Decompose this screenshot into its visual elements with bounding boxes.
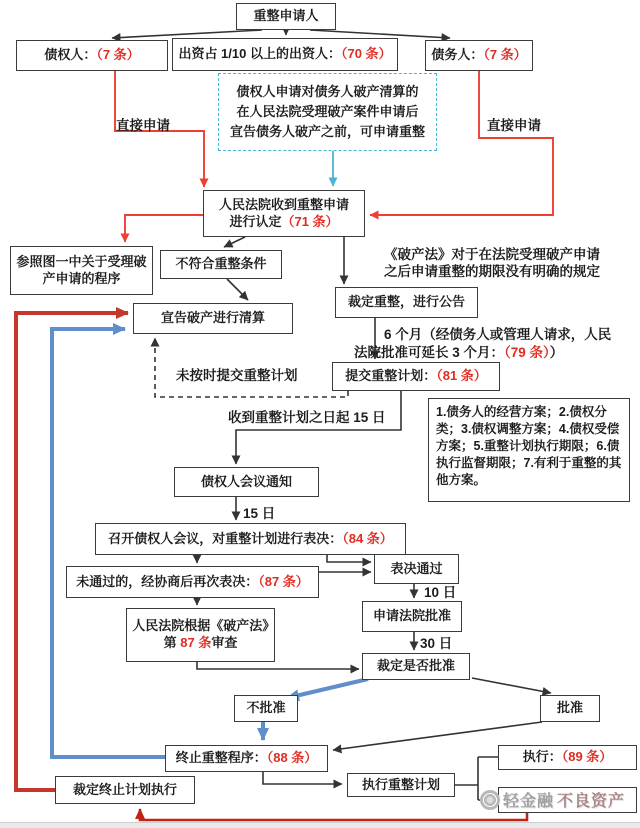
label-30-days: 30 日 [420,636,453,651]
page-bottom-edge [0,822,640,828]
article-ref: （88 条） [266,750,318,766]
node-text: 重整申请人 [253,8,319,24]
node-text: 未通过的，经协商后再次表决：（87 条） [76,573,309,589]
node-text: 执行重整计划 [361,776,440,792]
node-text: 提交重整计划：（81 条） [345,368,487,384]
watermark-logo [480,788,625,811]
label-direct-apply-left: 直接申请 [116,118,170,133]
node-text: 债权人会议通知 [200,473,292,489]
node-not-passed-revote [66,566,319,598]
node-text: 表决通过 [390,560,443,576]
label-within-15-days: 收到重整计划之日起 15 日 [228,410,386,425]
node-text: 不符合重整条件 [175,256,267,272]
node-condition-note [218,73,437,151]
watermark-circle-icon [480,790,500,810]
label-direct-apply-right: 直接申请 [487,118,541,133]
node-submit-plan [332,362,500,391]
node-text: 人民法院根据《破产法》第 87 条审查 [132,618,269,650]
node-debtor [425,40,533,71]
node-declare-bankruptcy [133,303,293,334]
label-15-days: 15 日 [243,506,276,521]
note-line: 6 个月（经债务人或管理人请求，人民 [384,327,612,342]
note-line: 之后申请重整的期限没有明确的规定 [384,264,600,279]
node-court-review [126,608,275,662]
article-ref: （70 条） [340,46,392,62]
node-text: 批准 [556,700,583,716]
node-execute [498,745,637,770]
node-text: 参照图一中关于受理破产申请的程序 [16,253,147,286]
node-refer-figure1 [10,246,153,295]
article-ref: （89 条） [561,749,613,765]
node-text: 宣告破产进行清算 [160,310,265,326]
node-approve [540,695,600,722]
note-line: 《破产法》对于在法院受理破产申请 [384,247,600,262]
label-not-submitted-on-time: 未按时提交重整计划 [176,368,298,383]
node-text: 裁定重整，进行公告 [347,294,465,310]
watermark-brand: 轻金融 [503,793,555,810]
node-vote-pass [374,554,459,584]
node-text: 进行认定（71 条） [229,213,339,229]
node-text: 出资占 1/10 以上的出资人：（70 条） [178,46,392,62]
node-rule-terminate-execution [55,776,195,804]
node-terminate-procedure [165,745,328,772]
article-ref: （79 条） [504,344,550,360]
node-convene-meeting-vote [95,523,406,555]
article-ref: （81 条） [436,368,487,384]
node-text: 裁定是否批准 [376,658,455,674]
node-text: 执行：（89 条） [522,749,613,765]
node-not-meet-conditions [160,250,282,279]
node-contributor [172,38,398,71]
node-text: 裁定终止计划执行 [72,781,177,797]
node-text: 债权人：（7 条） [44,47,140,63]
label-law-note [350,246,634,280]
article-ref: （84 条） [342,530,393,546]
article-ref: （71 条） [281,213,339,229]
node-text: 申请法院批准 [372,608,451,624]
node-rule-reorganization [335,287,478,318]
node-creditor [16,40,168,71]
node-plan-contents [428,398,630,502]
node-execute-plan [347,773,455,797]
node-not-approve [234,695,298,722]
node-text: 债务人：（7 条） [431,47,527,63]
note-line: 法院批准可延长 3 个月：（79 条）） [354,344,564,360]
node-text: 终止重整程序：（88 条） [175,750,318,766]
watermark-brand-2: 不良资产 [557,793,626,810]
note-line: 宣告债务人破产之前，可申请重整 [229,124,425,140]
note-line: 债权人申请对债务人破产清算的 [236,83,419,99]
node-text: 召开债权人会议，对重整计划进行表决：（84 条） [108,530,393,546]
label-10-days: 10 日 [424,585,457,600]
label-six-months [354,326,630,361]
node-applicant [236,3,336,30]
node-text: 人民法院收到重整申请 [218,196,349,212]
article-ref: （7 条） [483,47,527,63]
node-rule-whether-approve [362,653,470,680]
node-apply-court-approval [362,601,462,632]
node-text: 1.债务人的经营方案；2.债权分类；3.债权调整方案；4.债权受偿方案；5.重整计划执行期限；6.债执行监督期限；7.有利于重整的其他方案。 [436,405,622,487]
node-meeting-notice [174,467,319,497]
node-text: 不批准 [246,700,286,716]
article-ref: （87 条） [258,573,309,589]
node-court-receive [203,190,365,237]
note-line: 在人民法院受理破产案件申请后 [236,103,419,119]
article-ref: （7 条） [96,47,140,63]
article-ref: 87 条 [180,635,212,650]
